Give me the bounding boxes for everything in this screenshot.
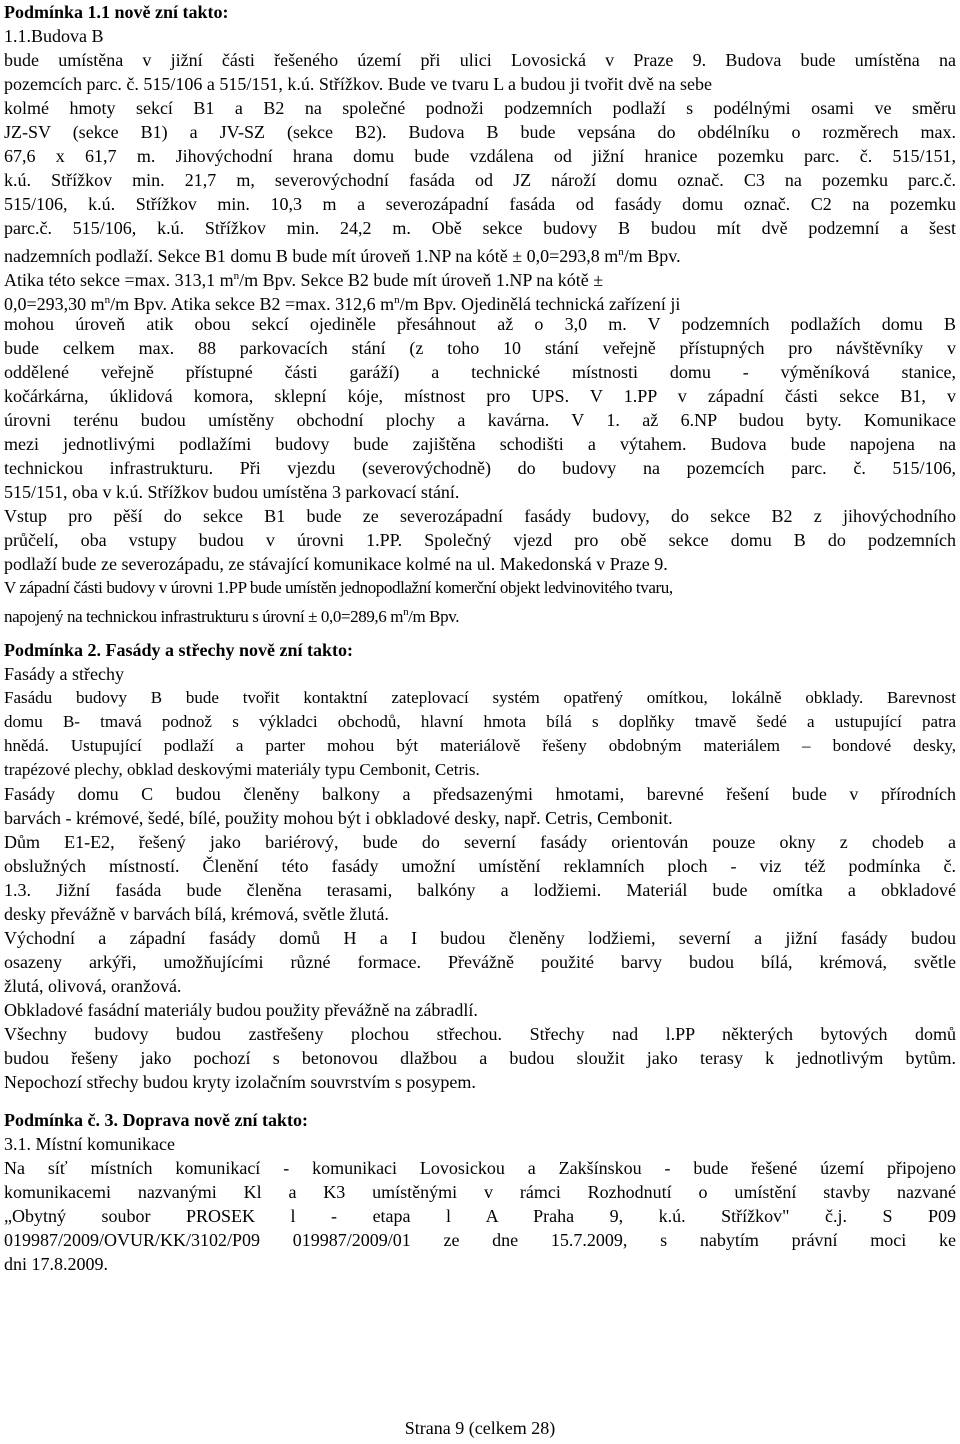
paragraph-line: technickou infrastrukturu. Při vjezdu (severovýchodně) do budovy na pozemcích parc. č. 515/106, [4,458,956,478]
paragraph-line: budou řešeny jako pochozí s betonovou dlažbou a budou sloužit jako terasy k jednotlivým bytům. [4,1048,956,1068]
paragraph-line: bude celkem max. 88 parkovacích stání (z toho 10 stání veřejně přístupných pro návštěvníky v [4,338,956,358]
text-run: /m Bpv. [623,246,681,266]
paragraph-line: 515/106, k.ú. Střížkov min. 10,3 m a severozápadní fasáda od fasády domu označ. C2 na pozemku [4,194,956,214]
paragraph-line: domu B- tmavá podnož s výkladci obchodů, hlavní hmota bílá s doplňky tmavě šedé a ustupující patra [4,712,956,731]
superscript: n [233,270,240,282]
text-run: 0,0=293,30 m [4,294,105,314]
paragraph-line: V západní části budovy v úrovni 1.PP bude umístěn jednopodlažní komerční objekt ledvinovitého tvaru, [4,578,673,597]
section-heading: Podmínka 2. Fasády a střechy nově zní takto: [4,640,354,660]
paragraph-line: pozemcích parc. č. 515/106 a 515/151, k.ú. Střížkov. Bude ve tvaru L a budou ji tvořit dvě na sebe [4,74,712,94]
paragraph-line: žlutá, olivová, oranžová. [4,976,182,996]
paragraph-line: Dům E1-E2, řešený jako bariérový, bude do severní fasády orientován pouze okny z chodeb a [4,832,956,852]
paragraph-line: k.ú. Střížkov min. 21,7 m, severovýchodní fasáda od JZ nároží domu označ. C3 na pozemku parc.č. [4,170,956,190]
paragraph-line: kolmé hmoty sekcí B1 a B2 na společné podnoži podzemních podlaží s podélnými osami ve směru [4,98,956,118]
paragraph-line: obslužných místností. Členění této fasády umožní umístění reklamních ploch - viz též podmínka č. [4,856,956,876]
paragraph-line: barvách - krémové, šedé, bílé, použity mohou být i obkladové desky, např. Cetris, Cembonit. [4,808,673,828]
section-heading: Podmínka 1.1 nově zní takto: [4,2,229,22]
section-subheading: 3.1. Místní komunikace [4,1134,175,1154]
paragraph-line: bude umístěna v jižní části řešeného území při ulici Lovosická v Praze 9. Budova bude umístěna na [4,50,956,70]
paragraph-line: mohou úroveň atik obou sekcí ojediněle přesáhnout až o 3,0 m. V podzemních podlažích domu B [4,314,956,334]
paragraph-line: podlaží bude ze severozápadu, ze stávající komunikace kolmé na ul. Makedonská v Praze 9. [4,554,668,574]
paragraph-line: kočárkárna, úklidová komora, sklepní kóje, místnost pro UPS. V 1.PP v západní části sekce B1, v [4,386,956,406]
paragraph-line: úrovni terénu budou umístěny obchodní plochy a kavárna. V 1. až 6.NP budou byty. Komunikace [4,410,956,430]
section-subheading: Fasády a střechy [4,664,124,684]
paragraph-line: Všechny budovy budou zastřešeny plochou střechou. Střechy nad l.PP některých bytových domů [4,1024,956,1044]
paragraph-line: Fasády domu C budou členěny balkony a předsazenými hmotami, barevné řešení bude v přírodních [4,784,956,804]
paragraph-line: Fasádu budovy B bude tvořit kontaktní zateplovací systém opatřený omítkou, lokálně obklady. Barevnost [4,688,956,707]
text-run: napojený na technickou infrastrukturu s úrovní ± 0,0=289,6 m [4,607,404,626]
paragraph-line: Obkladové fasádní materiály budou použity převážně na zábradlí. [4,1000,478,1020]
paragraph-line: osazeny arkýři, umožňujícími různé formace. Převážně použité barvy budou bílá, krémová, světle [4,952,956,972]
paragraph-line: oddělené veřejně přístupné části garáží) a technické místnosti domu - výměníková stanice, [4,362,956,382]
paragraph-line: trapézové plechy, obklad deskovými materiály typu Cembonit, Cetris. [4,760,480,779]
superscript: n [394,294,400,306]
paragraph-line: parc.č. 515/106, k.ú. Střížkov min. 24,2 m. Obě sekce budovy B budou mít dvě podzemní a šest [4,218,956,238]
paragraph-line: 67,6 x 61,7 m. Jihovýchodní hrana domu bude vzdálena od jižní hranice pozemku parc. č. 515/151, [4,146,956,166]
paragraph-line: Na síť místních komunikací - komunikaci Lovosickou a Zakšínskou - bude řešené území připojeno [4,1158,956,1178]
superscript: n [618,246,624,258]
paragraph-line: JZ-SV (sekce B1) a JV-SZ (sekce B2). Budova B bude vepsána do obdélníku o rozměrech max. [4,122,956,142]
paragraph-line: 515/151, oba v k.ú. Střížkov budou umístěna 3 parkovací stání. [4,482,460,502]
paragraph-line: „Obytný soubor PROSEK l - etapa l A Praha 9, k.ú. Střížkov" č.j. S P09 [4,1206,956,1226]
paragraph-line [4,600,459,629]
paragraph-line: dni 17.8.2009. [4,1254,109,1274]
paragraph-line: 019987/2009/OVUR/KK/3102/P09 019987/2009/01 ze dne 15.7.2009, s nabytím právní moci ke [4,1230,956,1250]
superscript: n [403,606,409,618]
page-number: Strana 9 (celkem 28) [404,1418,556,1438]
paragraph-line: Východní a západní fasády domů H a I budou členěny lodžiemi, severní a jižní fasády budou [4,928,956,948]
paragraph-line: komunikacemi nazvanými Kl a K3 umístěnými v rámci Rozhodnutí o umístění stavby nazvané [4,1182,956,1202]
paragraph-line: desky převážně v barvách bílá, krémová, světle žlutá. [4,904,389,924]
paragraph-line: hnědá. Ustupující podlaží a parter mohou být materiálově řešeny obdobným materiálem – bondové desky, [4,736,956,755]
paragraph-line: mezi jednotlivými podlažími budovy bude zajištěna schodišti a výtahem. Budova bude napojena na [4,434,956,454]
paragraph-line: 1.3. Jižní fasáda bude členěna terasami, balkóny a lodžiemi. Materiál bude omítka a obkladové [4,880,956,900]
paragraph-line: Vstup pro pěší do sekce B1 bude ze severozápadní fasády budovy, do sekce B2 z jihovýchodního [4,506,956,526]
section-heading: Podmínka č. 3. Doprava nově zní takto: [4,1110,309,1130]
paragraph-line: Nepochozí střechy budou kryty izolačním souvrstvím s posypem. [4,1072,476,1092]
superscript: n [104,294,111,306]
paragraph-line: průčelí, oba vstupy budou v úrovni 1.PP. Společný vjezd pro obě sekce domu B do podzemních [4,530,956,550]
text-run: nadzemních podlaží. Sekce B1 domu B bude mít úroveň 1.NP na kótě ± 0,0=293,8 m [4,246,619,266]
section-subheading: 1.1.Budova B [4,26,104,46]
text-run: /m Bpv. Ojedinělá technická zařízení ji [399,294,681,314]
text-run: /m Bpv. Atika sekce B2 =max. 312,6 m [110,294,395,314]
text-run: Atika této sekce =max. 313,1 m [4,270,234,290]
text-run: /m Bpv. [408,607,460,626]
text-run: /m Bpv. Sekce B2 bude mít úroveň 1.NP na kótě ± [239,270,604,290]
